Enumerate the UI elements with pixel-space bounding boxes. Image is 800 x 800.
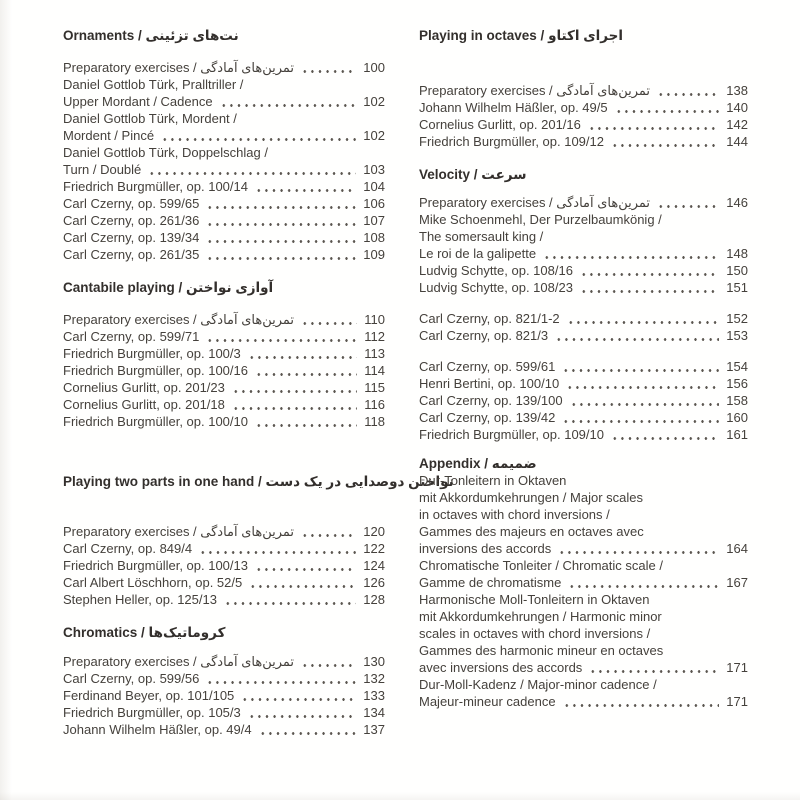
toc-column-right — [419, 27, 748, 710]
toc-entry-row — [63, 591, 385, 608]
page-number: 113 — [364, 346, 385, 361]
toc-entry-line: Gammes des harmonic mineur en octaves — [419, 643, 664, 658]
toc-entry-line: mit Akkordumkehrungen / Major scales — [419, 490, 643, 505]
toc-entry-row — [63, 311, 385, 328]
entry-group — [419, 194, 748, 296]
toc-entry-line: Gammes des majeurs en octaves avec — [419, 524, 644, 539]
toc-entry-line: Harmonische Moll-Tonleitern in Oktaven — [419, 592, 650, 607]
toc-entry — [63, 144, 385, 178]
toc-entry — [419, 310, 748, 327]
section-heading: Playing in octaves / اجرای اکتاو — [419, 28, 624, 43]
page-number: 134 — [363, 705, 385, 720]
toc-entry-text: Carl Czerny, op. 599/65 — [63, 196, 200, 211]
toc-entry-row — [63, 653, 385, 670]
toc-section — [419, 166, 748, 443]
page-number: 106 — [363, 196, 385, 211]
toc-entry-row — [63, 687, 385, 704]
toc-entry — [63, 704, 385, 721]
dot-leader — [206, 240, 356, 243]
page-number: 133 — [363, 688, 385, 703]
page-number: 126 — [363, 575, 385, 590]
toc-entry — [63, 574, 385, 591]
dot-leader — [567, 321, 720, 324]
toc-entry — [63, 178, 385, 195]
page-number: 114 — [364, 363, 385, 378]
dot-leader — [562, 369, 719, 372]
entry-group — [63, 653, 385, 738]
page-edge-shading — [0, 0, 12, 800]
toc-entry-row — [419, 310, 748, 327]
section-heading: Playing two parts in one hand / نواختن دوصدایی در یک دست — [63, 474, 454, 489]
dot-leader — [232, 390, 357, 393]
dot-leader — [615, 110, 720, 113]
page-number: 130 — [363, 654, 385, 669]
toc-entry-line: in octaves with chord inversions / — [419, 507, 610, 522]
page-number: 153 — [726, 328, 748, 343]
page-number: 116 — [364, 397, 385, 412]
page-number: 167 — [726, 575, 748, 590]
toc-entry — [419, 211, 748, 262]
dot-leader — [148, 172, 356, 175]
toc-entry-row — [63, 413, 385, 430]
toc-entry-row — [419, 194, 748, 211]
toc-entry-text: Friedrich Burgmüller, op. 100/16 — [63, 363, 248, 378]
dot-leader — [206, 223, 356, 226]
page-number: 124 — [363, 558, 385, 573]
toc-entry-text: Carl Albert Löschhorn, op. 52/5 — [63, 575, 243, 590]
toc-entry-row — [419, 279, 748, 296]
page-number: 146 — [726, 195, 748, 210]
toc-entry-text: Preparatory exercises / تمرین‌های آمادگی — [63, 524, 295, 539]
toc-entry-row — [419, 409, 748, 426]
dot-leader — [248, 356, 358, 359]
toc-entry — [419, 279, 748, 296]
toc-entry-row — [63, 379, 385, 396]
toc-entry-row — [63, 362, 385, 379]
toc-entry-row — [419, 262, 748, 279]
toc-entry-line: Mike Schoenmehl, Der Purzelbaumkönig / — [419, 212, 662, 227]
page-number: 171 — [726, 660, 748, 675]
toc-entry-text: Cornelius Gurlitt, op. 201/16 — [419, 117, 581, 132]
toc-section — [63, 279, 385, 430]
toc-entry-text: Preparatory exercises / تمرین‌های آمادگی — [63, 60, 295, 75]
dot-leader — [566, 386, 719, 389]
dot-leader — [558, 551, 719, 554]
toc-entry — [63, 212, 385, 229]
toc-entry-row — [419, 358, 748, 375]
dot-leader — [570, 403, 720, 406]
toc-entry-text: Friedrich Burgmüller, op. 100/10 — [63, 414, 248, 429]
toc-entry — [63, 229, 385, 246]
page-number: 102 — [363, 128, 385, 143]
toc-entry-row — [63, 161, 385, 178]
section-heading: Cantabile playing / آوازی نواختن — [63, 280, 274, 295]
page-number: 110 — [364, 312, 385, 327]
dot-leader — [611, 437, 719, 440]
toc-entry-line: Dur-Moll-Kadenz / Major-minor cadence / — [419, 677, 657, 692]
entry-group — [419, 358, 748, 443]
toc-entry — [63, 246, 385, 263]
dot-leader — [563, 704, 720, 707]
toc-entry-text: Mordent / Pincé — [63, 128, 155, 143]
entry-group — [419, 82, 748, 150]
dot-leader — [657, 205, 719, 208]
dot-leader — [199, 551, 356, 554]
toc-entry-text: Friedrich Burgmüller, op. 100/13 — [63, 558, 248, 573]
toc-entry-row — [63, 557, 385, 574]
toc-entry-text: Upper Mordant / Cadence — [63, 94, 213, 109]
toc-entry — [419, 375, 748, 392]
toc-entry-row — [63, 246, 385, 263]
toc-entry-line: Daniel Gottlob Türk, Doppelschlag / — [63, 145, 268, 160]
toc-entry — [419, 358, 748, 375]
toc-entry-row — [63, 396, 385, 413]
page-number: 108 — [363, 230, 385, 245]
toc-entry — [419, 116, 748, 133]
page-number: 150 — [726, 263, 748, 278]
toc-entry-text: Cornelius Gurlitt, op. 201/23 — [63, 380, 225, 395]
toc-entry-text: Johann Wilhelm Häßler, op. 49/4 — [63, 722, 252, 737]
page-number: 115 — [364, 380, 385, 395]
toc-entry-row — [63, 195, 385, 212]
entry-group — [63, 59, 385, 263]
toc-entry-row — [63, 127, 385, 144]
dot-leader — [657, 93, 719, 96]
toc-entry-row — [63, 523, 385, 540]
page-number: 152 — [726, 311, 748, 326]
toc-entry-line: mit Akkordumkehrungen / Harmonic minor — [419, 609, 662, 624]
toc-entry-text: Cornelius Gurlitt, op. 201/18 — [63, 397, 225, 412]
toc-entry — [63, 345, 385, 362]
toc-entry — [419, 262, 748, 279]
toc-entry-row — [63, 59, 385, 76]
toc-entry — [63, 721, 385, 738]
toc-entry-text: Gamme de chromatisme — [419, 575, 562, 590]
toc-entry — [419, 557, 748, 591]
toc-entry-text: Le roi de la galipette — [419, 246, 537, 261]
toc-entry-text: Ludvig Schytte, op. 108/16 — [419, 263, 573, 278]
dot-leader — [248, 715, 357, 718]
toc-entry-text: Majeur-mineur cadence — [419, 694, 556, 709]
toc-entry — [63, 687, 385, 704]
page-number: 107 — [363, 213, 385, 228]
dot-leader — [259, 732, 357, 735]
toc-section — [63, 473, 454, 608]
dot-leader — [224, 602, 356, 605]
toc-entry-row — [419, 375, 748, 392]
page-number: 104 — [363, 179, 385, 194]
toc-entry-text: Carl Czerny, op. 821/3 — [419, 328, 549, 343]
page-number: 122 — [363, 541, 385, 556]
toc-entry — [63, 413, 385, 430]
toc-entry — [63, 195, 385, 212]
toc-entry-text: Carl Czerny, op. 821/1-2 — [419, 311, 560, 326]
toc-entry-line: The somersault king / — [419, 229, 544, 244]
toc-entry — [63, 653, 385, 670]
toc-entry-row — [63, 574, 385, 591]
entry-group — [419, 310, 748, 344]
toc-entry-row — [63, 212, 385, 229]
toc-entry-text: Carl Czerny, op. 261/35 — [63, 247, 200, 262]
dot-leader — [301, 664, 356, 667]
dot-leader — [301, 70, 356, 73]
page-number: 164 — [726, 541, 748, 556]
dot-leader — [255, 424, 357, 427]
toc-entry-text: Carl Czerny, op. 599/56 — [63, 671, 200, 686]
toc-entry-text: Henri Bertini, op. 100/10 — [419, 376, 560, 391]
toc-entry-text: Friedrich Burgmüller, op. 105/3 — [63, 705, 241, 720]
toc-entry-text: Carl Czerny, op. 849/4 — [63, 541, 193, 556]
toc-entry-row — [419, 540, 748, 557]
dot-leader — [241, 698, 356, 701]
dot-leader — [206, 681, 356, 684]
toc-entry-text: Friedrich Burgmüller, op. 109/12 — [419, 134, 604, 149]
page-number: 151 — [726, 280, 748, 295]
toc-entry-text: Turn / Doublé — [63, 162, 142, 177]
toc-entry — [63, 328, 385, 345]
dot-leader — [301, 322, 357, 325]
toc-entry-text: inversions des accords — [419, 541, 552, 556]
toc-entry — [63, 379, 385, 396]
toc-entry-row — [419, 82, 748, 99]
toc-entry-text: Carl Czerny, op. 139/42 — [419, 410, 556, 425]
dot-leader — [249, 585, 356, 588]
dot-leader — [301, 534, 356, 537]
toc-entry — [63, 670, 385, 687]
section-heading: Chromatics / کروماتیک‌ها — [63, 625, 226, 640]
toc-entry-text: Carl Czerny, op. 261/36 — [63, 213, 200, 228]
toc-section — [63, 27, 385, 263]
toc-entry-text: Ludvig Schytte, op. 108/23 — [419, 280, 573, 295]
toc-entry — [63, 396, 385, 413]
toc-entry-row — [63, 721, 385, 738]
toc-entry-text: Preparatory exercises / تمرین‌های آمادگی — [63, 312, 295, 327]
dot-leader — [580, 290, 719, 293]
toc-entry — [63, 557, 385, 574]
dot-leader — [255, 373, 357, 376]
toc-entry — [63, 110, 385, 144]
toc-entry-row — [419, 426, 748, 443]
toc-entry-line: Chromatische Tonleiter / Chromatic scale / — [419, 558, 663, 573]
page-number: 171 — [726, 694, 748, 709]
toc-section — [63, 624, 385, 738]
dot-leader — [206, 206, 356, 209]
toc-section — [419, 27, 748, 150]
toc-entry — [63, 523, 385, 540]
toc-entry-row — [419, 574, 748, 591]
section-heading: Appendix / ضمیمه — [419, 456, 537, 471]
page-number: 128 — [363, 592, 385, 607]
toc-entry — [419, 99, 748, 116]
page-number: 109 — [363, 247, 385, 262]
page-number: 103 — [363, 162, 385, 177]
dot-leader — [588, 127, 719, 130]
toc-entry-text: Carl Czerny, op. 139/100 — [419, 393, 563, 408]
page-number: 112 — [364, 329, 385, 344]
toc-entry-line: Daniel Gottlob Türk, Pralltriller / — [63, 77, 244, 92]
toc-entry-row — [419, 659, 748, 676]
page-number: 144 — [726, 134, 748, 149]
toc-entry — [63, 362, 385, 379]
toc-entry — [419, 591, 748, 676]
page-edge-shading-bottom — [0, 792, 800, 800]
page-number: 154 — [726, 359, 748, 374]
toc-entry — [63, 311, 385, 328]
page-number: 156 — [726, 376, 748, 391]
dot-leader — [220, 104, 357, 107]
toc-section — [419, 455, 748, 710]
toc-entry — [419, 392, 748, 409]
toc-entry-row — [63, 93, 385, 110]
dot-leader — [206, 339, 357, 342]
toc-entry-row — [63, 540, 385, 557]
toc-entry — [63, 591, 385, 608]
page-number: 158 — [726, 393, 748, 408]
toc-entry-text: Johann Wilhelm Häßler, op. 49/5 — [419, 100, 608, 115]
toc-entry — [63, 540, 385, 557]
dot-leader — [589, 670, 719, 673]
toc-entry — [63, 59, 385, 76]
entry-group — [63, 523, 385, 608]
page-number: 120 — [363, 524, 385, 539]
toc-entry — [419, 409, 748, 426]
toc-entry-row — [419, 245, 748, 262]
toc-entry-text: Friedrich Burgmüller, op. 100/3 — [63, 346, 241, 361]
toc-entry-row — [63, 670, 385, 687]
dot-leader — [161, 138, 356, 141]
page-number: 100 — [363, 60, 385, 75]
toc-entry — [419, 194, 748, 211]
section-heading: Velocity / سرعت — [419, 167, 527, 182]
toc-entry-text: Stephen Heller, op. 125/13 — [63, 592, 217, 607]
page-number: 148 — [726, 246, 748, 261]
toc-entry — [419, 327, 748, 344]
dot-leader — [580, 273, 719, 276]
toc-entry-line: Daniel Gottlob Türk, Mordent / — [63, 111, 237, 126]
page-number: 142 — [726, 117, 748, 132]
dot-leader — [543, 256, 719, 259]
toc-entry-row — [419, 99, 748, 116]
toc-entry-row — [63, 345, 385, 362]
dot-leader — [255, 568, 356, 571]
toc-entry — [419, 472, 748, 557]
toc-entry-line: scales in octaves with chord inversions / — [419, 626, 651, 641]
toc-entry-row — [419, 392, 748, 409]
page-number: 132 — [363, 671, 385, 686]
dot-leader — [206, 257, 356, 260]
toc-entry-row — [63, 328, 385, 345]
toc-entry — [419, 426, 748, 443]
toc-entry-row — [63, 229, 385, 246]
toc-entry-text: Carl Czerny, op. 599/71 — [63, 329, 200, 344]
entry-group — [63, 311, 385, 430]
page-number: 102 — [363, 94, 385, 109]
page-number: 118 — [364, 414, 385, 429]
toc-entry-row — [419, 327, 748, 344]
toc-entry-line: Dur-Tonleitern in Oktaven — [419, 473, 567, 488]
toc-entry — [419, 82, 748, 99]
toc-entry-text: Ferdinand Beyer, op. 101/105 — [63, 688, 235, 703]
dot-leader — [232, 407, 357, 410]
dot-leader — [562, 420, 719, 423]
section-heading: Ornaments / نت‌های تزئینی — [63, 28, 239, 43]
page-number: 160 — [726, 410, 748, 425]
toc-entry-row — [63, 704, 385, 721]
dot-leader — [555, 338, 719, 341]
toc-entry — [419, 133, 748, 150]
dot-leader — [568, 585, 719, 588]
toc-entry — [63, 76, 385, 110]
toc-entry-text: Preparatory exercises / تمرین‌های آمادگی — [419, 195, 651, 210]
entry-group — [419, 472, 748, 710]
toc-entry-text: Preparatory exercises / تمرین‌های آمادگی — [63, 654, 295, 669]
toc-entry-text: avec inversions des accords — [419, 660, 583, 675]
toc-entry-text: Carl Czerny, op. 599/61 — [419, 359, 556, 374]
page-number: 138 — [726, 83, 748, 98]
toc-column-left — [63, 27, 454, 738]
toc-entry-row — [419, 133, 748, 150]
toc-entry-text: Friedrich Burgmüller, op. 109/10 — [419, 427, 604, 442]
page-number: 140 — [726, 100, 748, 115]
toc-entry-row — [419, 693, 748, 710]
page-number: 161 — [726, 427, 748, 442]
toc-entry-text: Carl Czerny, op. 139/34 — [63, 230, 200, 245]
toc-entry-row — [419, 116, 748, 133]
toc-entry — [419, 676, 748, 710]
toc-entry-text: Friedrich Burgmüller, op. 100/14 — [63, 179, 248, 194]
dot-leader — [255, 189, 356, 192]
dot-leader — [611, 144, 719, 147]
toc-entry-text: Preparatory exercises / تمرین‌های آمادگی — [419, 83, 651, 98]
page-number: 137 — [363, 722, 385, 737]
toc-entry-row — [63, 178, 385, 195]
